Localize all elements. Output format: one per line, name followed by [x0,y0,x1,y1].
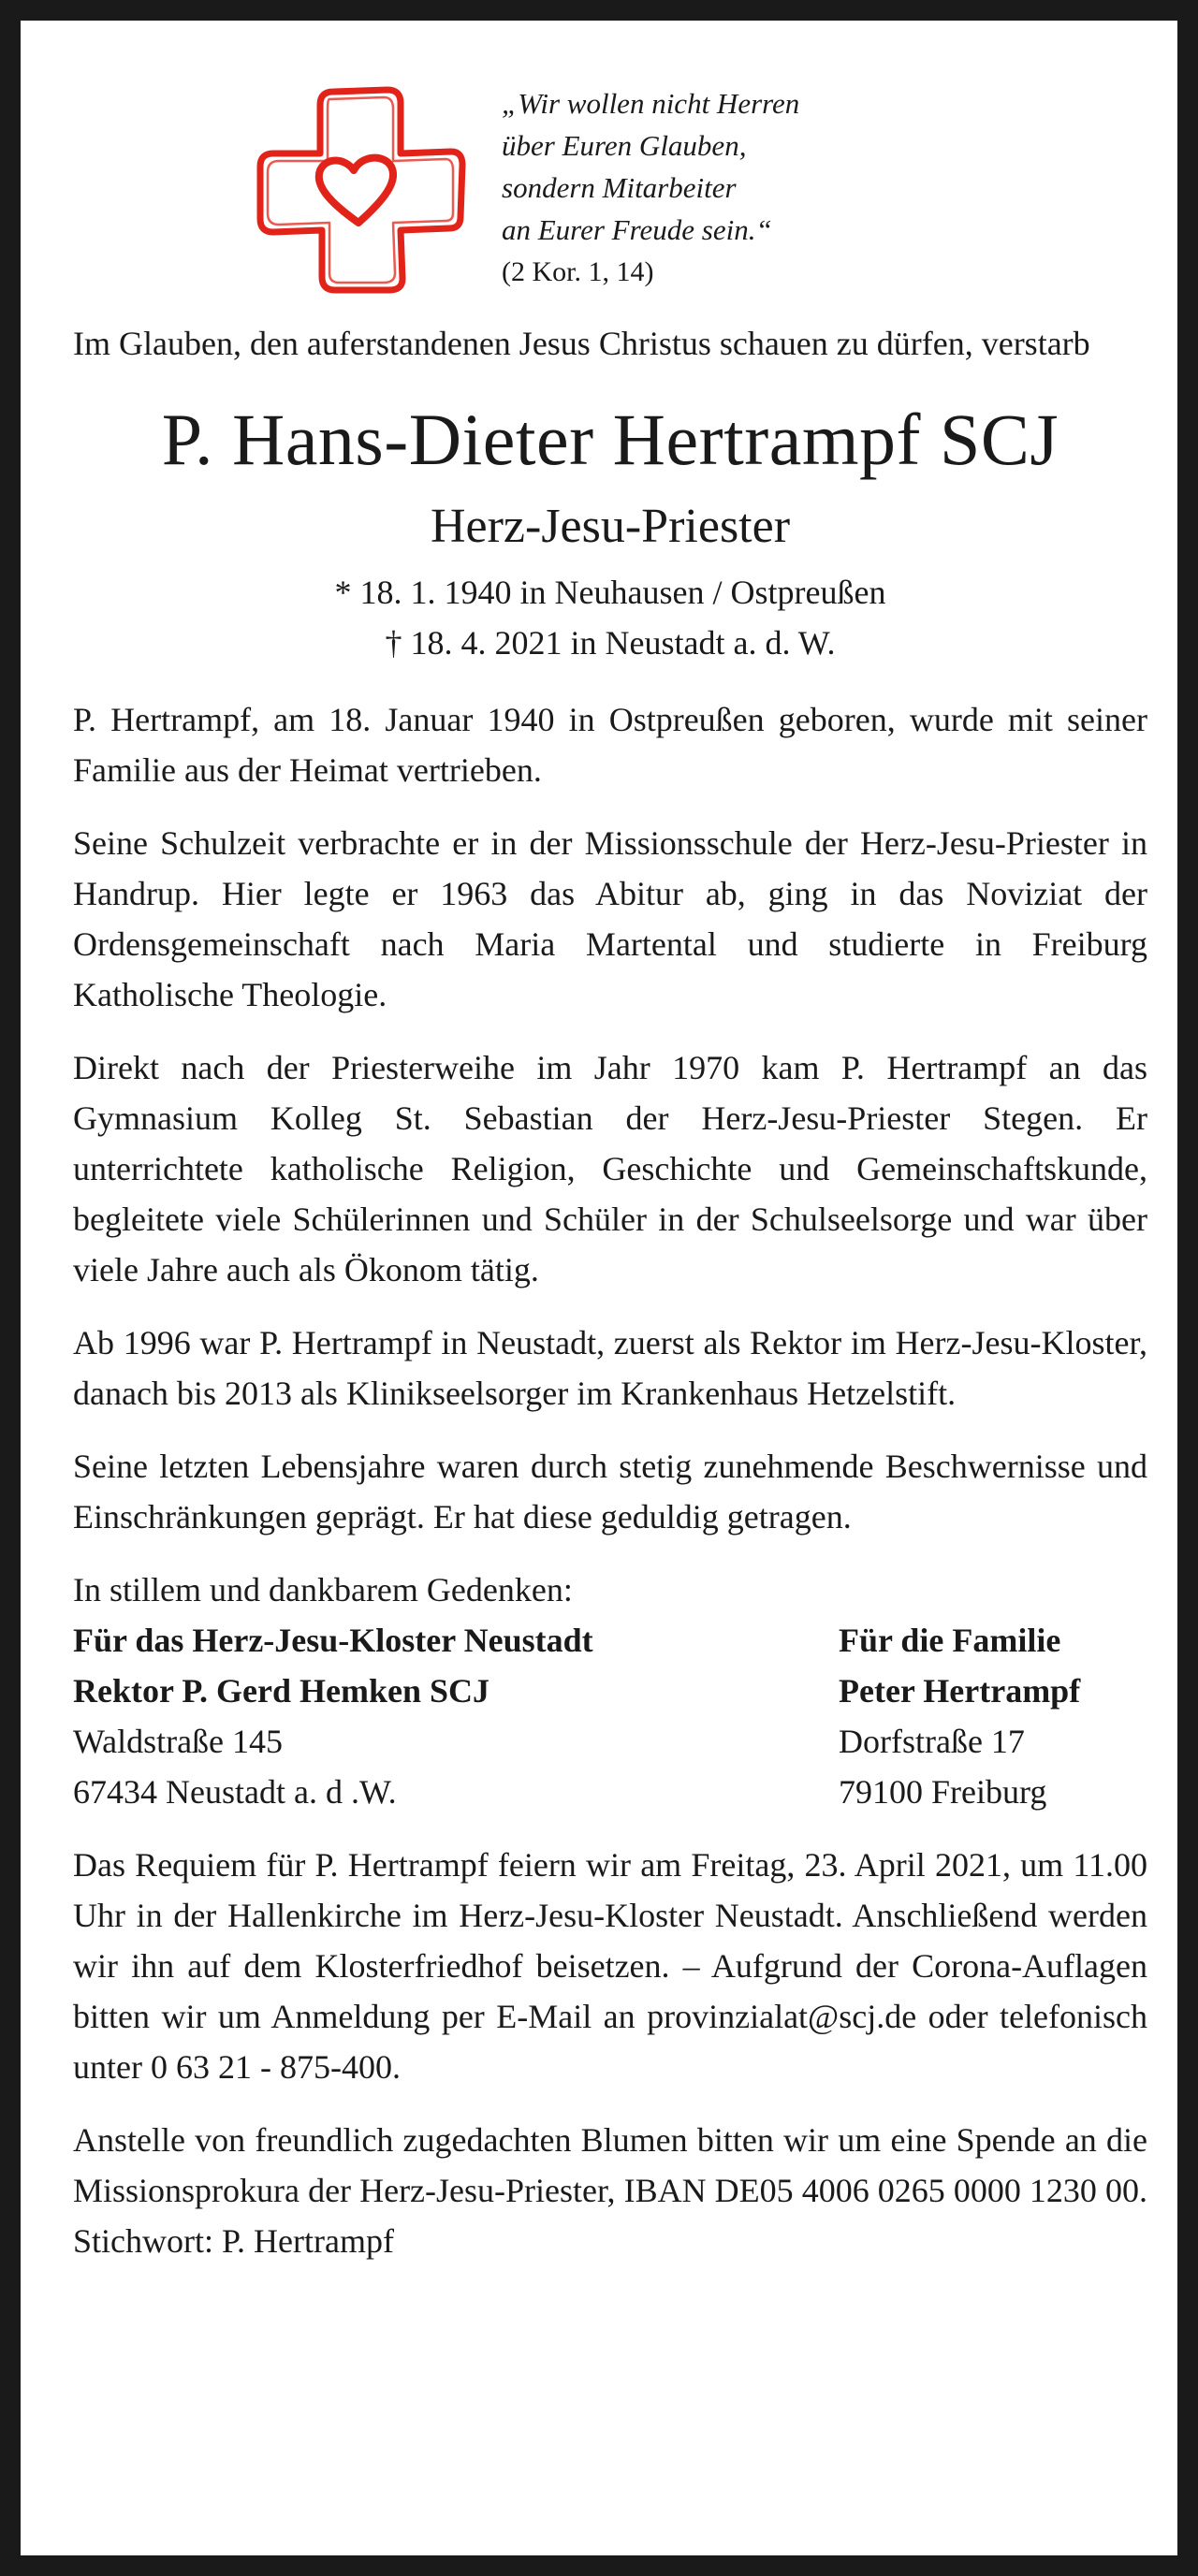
bible-quote [502,82,799,293]
signer-org: Für das Herz-Jesu-Kloster Neustadt [73,1622,593,1659]
signer-person: Rektor P. Gerd Hemken SCJ [73,1672,489,1710]
biography-paragraph: Ab 1996 war P. Hertrampf in Neustadt, zuerst als Rektor im Herz-Jesu-Kloster, danach bis 2013 als Klinikseelsorger im Krankenhaus Hetzelstift. [73,1324,1147,1412]
signer-family [839,1615,1147,1817]
signer-city: 79100 Freiburg [839,1773,1047,1811]
signer-monastery [73,1615,812,1817]
order-title: Herz-Jesu-Priester [430,500,791,553]
biography-paragraph: Seine Schulzeit verbrachte er in der Missionsschule der Herz-Jesu-Priester in Handrup. Hier legte er 1963 das Abitur ab, ging in das Noviziat der Ordensgemeinschaft nach Maria Martental und studierte in Freiburg Katholische Theologie. [73,824,1147,1013]
cross-heart-logo [253,82,468,298]
deceased-name: P. Hans-Dieter Hertrampf SCJ [161,399,1059,480]
quote-line: an Eurer Freude sein.“ [502,213,772,246]
signer-city: 67434 Neustadt a. d .W. [73,1773,397,1811]
quote-reference: (2 Kor. 1, 14) [502,256,654,287]
signer-street: Dorfstraße 17 [839,1723,1025,1760]
biography-paragraph: Direkt nach der Priesterweihe im Jahr 1970 kam P. Hertrampf an das Gymnasium Kolleg St. Sebastian der Herz-Jesu-Priester Stegen. Er unterrichtete katholische Religion, Geschichte und Gemeinschaftskunde, begleitete viele Schülerinnen und Schüler in der Schulseelsorge und war über viele Jahre auch als Ökonom tätig. [73,1049,1147,1288]
donation-info: Anstelle von freundlich zugedachten Blumen bitten wir um eine Spende an die Missionsprokura der Herz-Jesu-Priester, IBAN DE05 4006 0265 0000 1230 00. Stichwort: P. Hertrampf [73,2121,1147,2260]
obituary-notice [21,21,1177,2555]
intro-text: Im Glauben, den auferstandenen Jesus Christus schauen zu dürfen, verstarb [73,325,1090,362]
signer-person: Peter Hertrampf [839,1672,1081,1710]
quote-line: über Euren Glauben, [502,129,747,162]
memory-line: In stillem und dankbarem Gedenken: [73,1571,573,1608]
biography-paragraph: Seine letzten Lebensjahre waren durch stetig zunehmende Beschwernisse und Einschränkungen geprägt. Er hat diese geduldig getragen. [73,1448,1147,1535]
requiem-info: Das Requiem für P. Hertrampf feiern wir am Freitag, 23. April 2021, um 11.00 Uhr in der Hallenkirche im Herz-Jesu-Kloster Neustadt. Anschließend werden wir ihn auf dem Klosterfriedhof beisetzen. – Aufgrund der Corona-Auflagen bitten wir um Anmeldung per E-Mail an provinzialat@scj.de oder telefonisch unter 0 63 21 - 875-400. [73,1846,1147,2086]
birth-date: * 18. 1. 1940 in Neuhausen / Ostpreußen [334,574,886,611]
quote-line: sondern Mitarbeiter [502,171,737,204]
signer-street: Waldstraße 145 [73,1723,284,1760]
notice-body [73,318,1147,2266]
signers [73,1615,1147,1817]
signer-org: Für die Familie [839,1622,1061,1659]
biography-paragraph: P. Hertrampf, am 18. Januar 1940 in Ostpreußen geboren, wurde mit seiner Familie aus der Heimat vertrieben. [73,701,1147,789]
death-date: † 18. 4. 2021 in Neustadt a. d. W. [385,624,836,662]
quote-line: „Wir wollen nicht Herren [502,87,800,120]
